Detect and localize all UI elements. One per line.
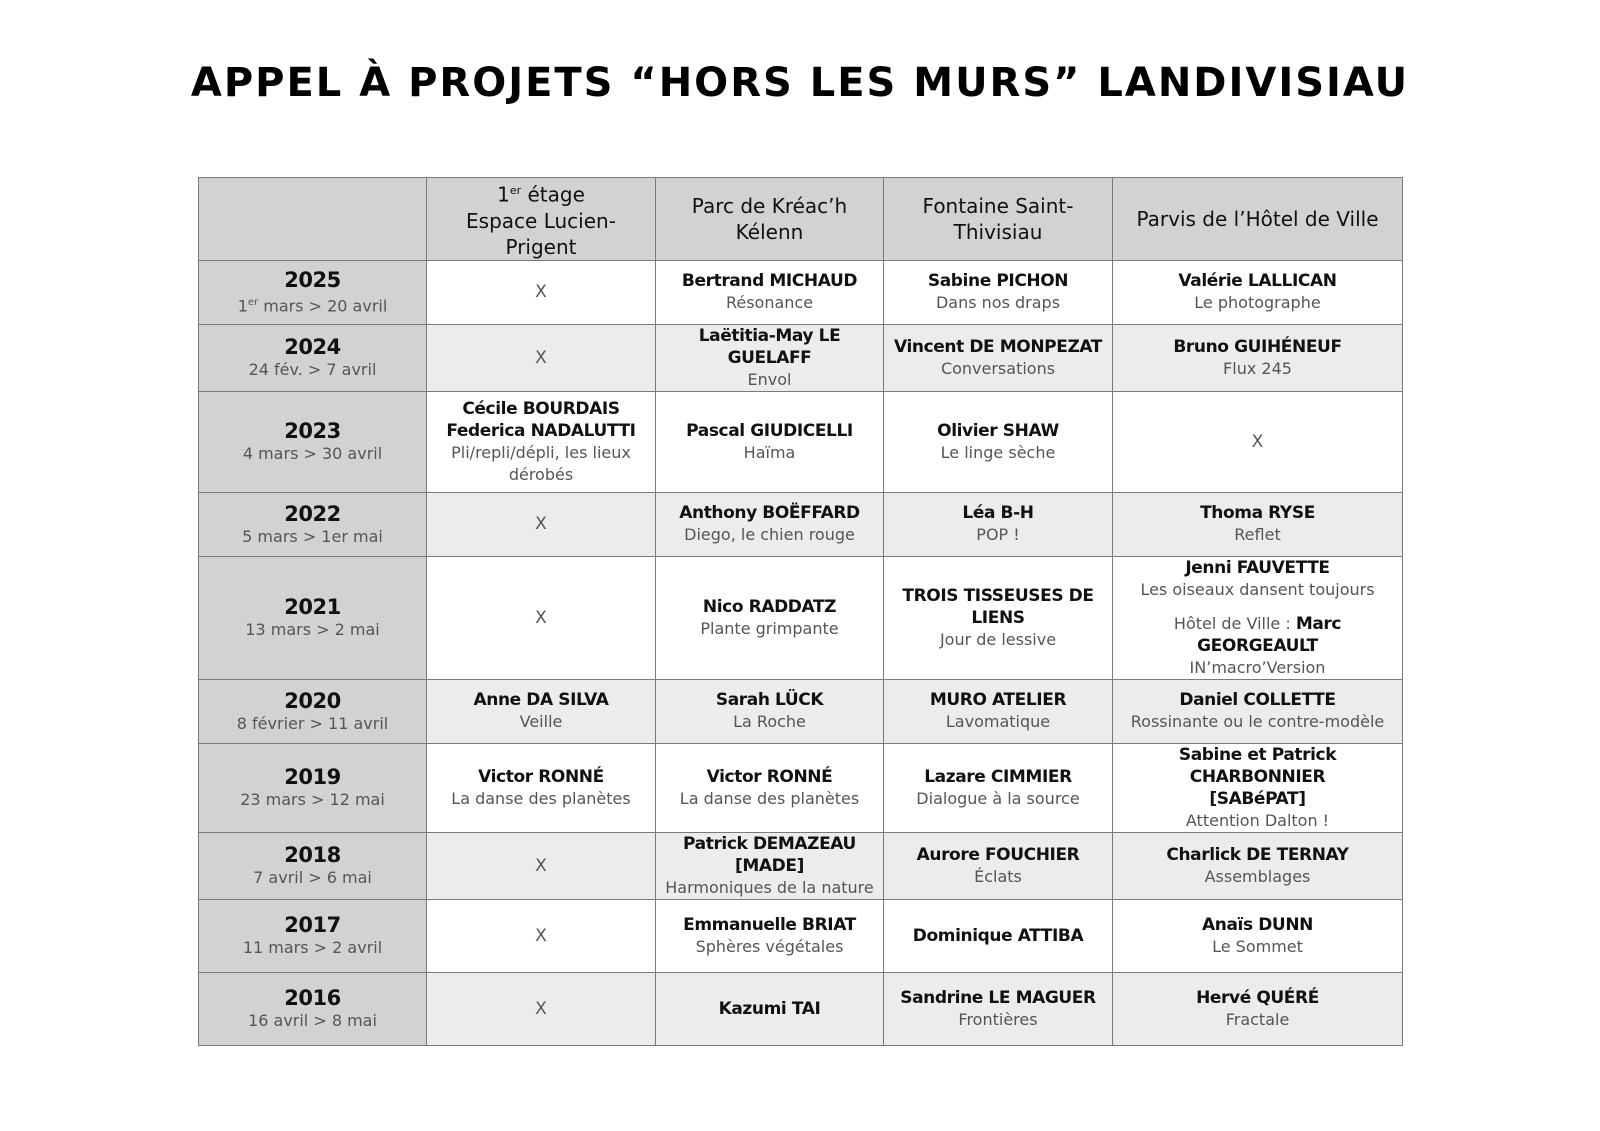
project-cell [1113, 324, 1403, 391]
table-row [199, 832, 1403, 899]
work-title: Frontières [958, 1009, 1038, 1029]
year-cell [199, 972, 427, 1045]
project-cell [656, 972, 884, 1045]
date-range: 7 avril > 6 mai [253, 868, 372, 888]
project-cell [884, 679, 1113, 743]
project-cell [1113, 391, 1403, 492]
table-row [199, 679, 1403, 743]
work-title: Dialogue à la source [916, 788, 1080, 808]
table-row [199, 324, 1403, 391]
work-title: Attention Dalton ! [1185, 810, 1330, 830]
year-cell [199, 391, 427, 492]
project-cell [656, 492, 884, 556]
header-parvis-hotel-de-ville: Parvis de l’Hôtel de Ville [1113, 178, 1403, 261]
project-cell [427, 556, 656, 679]
artist-name: TROIS TISSEUSES DE LIENS [902, 585, 1094, 628]
year-cell [199, 556, 427, 679]
project-cell [656, 260, 884, 324]
table-row [199, 899, 1403, 972]
year-label: 2023 [284, 419, 341, 444]
work-title: Pli/repli/dépli, les lieux dérobés [451, 442, 631, 484]
table-row [199, 391, 1403, 492]
page-title: APPEL À PROJETS “HORS LES MURS” LANDIVISIAU [190, 60, 1410, 106]
project-cell [427, 899, 656, 972]
empty-mark: X [535, 282, 547, 303]
year-label: 2017 [284, 913, 341, 938]
year-label: 2022 [284, 501, 341, 526]
header-espace-lucien-prigent: 1er étage Espace Lucien-Prigent [427, 178, 656, 261]
empty-mark: X [535, 925, 547, 946]
project-cell [427, 743, 656, 832]
artist-name: Laëtitia-May LE GUELAFF [698, 325, 841, 368]
work-title: Jour de lessive [939, 629, 1057, 649]
year-cell [199, 899, 427, 972]
work-title: Haïma [743, 442, 796, 462]
project-cell [427, 972, 656, 1045]
date-range: 4 mars > 30 avril [242, 444, 383, 464]
project-cell [656, 324, 884, 391]
artist-name: Federica NADALUTTI [446, 420, 636, 441]
work-title: Fractale [1225, 1009, 1290, 1029]
project-cell [884, 832, 1113, 899]
work-title: Diego, le chien rouge [684, 525, 855, 545]
year-label: 2019 [284, 765, 341, 790]
artist-name: Dominique ATTIBA [912, 925, 1084, 946]
work-title: Résonance [725, 293, 814, 313]
project-cell [884, 743, 1113, 832]
project-cell [427, 492, 656, 556]
table-row [199, 972, 1403, 1045]
empty-mark: X [535, 855, 547, 876]
artist-name: Anthony BOËFFARD [679, 503, 860, 524]
artist-name: Bertrand MICHAUD [681, 271, 858, 292]
work-title: Conversations [940, 358, 1056, 378]
date-range: 8 février > 11 avril [236, 713, 389, 733]
empty-mark: X [1251, 431, 1264, 452]
empty-mark: X [535, 998, 547, 1019]
artist-name: Aurore FOUCHIER [916, 844, 1080, 865]
project-cell [1113, 556, 1403, 679]
artist-name: Vincent DE MONPEZAT [893, 336, 1102, 357]
artist-name: Nico RADDATZ [702, 596, 837, 617]
artist-name: Kazumi TAI [718, 998, 821, 1019]
project-cell [656, 556, 884, 679]
header-row [199, 178, 1403, 261]
extra-location-label: Hôtel de Ville : [1173, 613, 1296, 633]
table-row [199, 260, 1403, 324]
work-title: Lavomatique [945, 712, 1051, 732]
header-fontaine-saint-thivisiau: Fontaine Saint-Thivisiau [884, 178, 1113, 261]
project-cell [884, 324, 1113, 391]
date-range: 23 mars > 12 mai [240, 790, 385, 810]
work-title: Envol [747, 369, 792, 389]
project-cell [427, 832, 656, 899]
artist-name: Anne DA SILVA [473, 690, 609, 711]
work-title: Flux 245 [1223, 358, 1292, 378]
date-range: 16 avril > 8 mai [248, 1011, 377, 1031]
project-cell [1113, 832, 1403, 899]
table-row [199, 556, 1403, 679]
project-cell [1113, 899, 1403, 972]
work-title: IN’macro’Version [1189, 657, 1326, 677]
work-title: La Roche [733, 712, 806, 732]
work-title: POP ! [976, 525, 1020, 545]
year-label: 2020 [284, 688, 341, 713]
artist-name: Victor RONNÉ [478, 766, 604, 787]
artist-name: Patrick DEMAZEAU [MADE] [683, 833, 856, 876]
projects-table [198, 177, 1403, 1046]
artist-name: Olivier SHAW [937, 420, 1059, 441]
artist-name: Charlick DE TERNAY [1166, 844, 1349, 865]
project-cell [1113, 492, 1403, 556]
artist-name: Sandrine LE MAGUER [900, 987, 1096, 1008]
project-cell [884, 492, 1113, 556]
work-title: Le linge sèche [940, 442, 1056, 462]
year-label: 2024 [284, 335, 341, 360]
project-cell [1113, 679, 1403, 743]
year-label: 2025 [284, 267, 341, 292]
artist-name: Cécile BOURDAIS [462, 398, 620, 419]
year-cell [199, 324, 427, 391]
artist-name: Bruno GUIHÉNEUF [1173, 336, 1342, 357]
project-cell [656, 899, 884, 972]
year-cell [199, 260, 427, 324]
year-cell [199, 492, 427, 556]
artist-name: Marc GEORGEAULT [1197, 613, 1342, 656]
artist-name: Sabine et Patrick CHARBONNIER [1178, 744, 1337, 787]
work-title: La danse des planètes [451, 788, 631, 808]
empty-mark: X [535, 607, 547, 628]
work-title: Rossinante ou le contre-modèle [1130, 712, 1385, 732]
year-cell [199, 679, 427, 743]
year-label: 2021 [284, 595, 341, 620]
artist-name: Valérie LALLICAN [1178, 271, 1337, 292]
year-cell [199, 832, 427, 899]
artist-name: [SABéPAT] [1209, 788, 1306, 809]
project-cell [656, 679, 884, 743]
date-range: 13 mars > 2 mai [245, 620, 380, 640]
project-cell [1113, 972, 1403, 1045]
table-row [199, 743, 1403, 832]
project-cell [427, 260, 656, 324]
artist-name: Victor RONNÉ [706, 766, 833, 787]
artist-name: Sarah LÜCK [715, 690, 824, 711]
artist-name: Sabine PICHON [927, 271, 1069, 292]
year-label: 2018 [284, 843, 341, 868]
empty-mark: X [535, 514, 547, 535]
date-range: 11 mars > 2 avril [242, 938, 383, 958]
work-title: Sphères végétales [695, 936, 844, 956]
project-cell [884, 899, 1113, 972]
work-title: Reflet [1234, 525, 1281, 545]
header-parc-kreach-kelenn: Parc de Kréac’h Kélenn [656, 178, 884, 261]
work-title: Éclats [974, 866, 1022, 886]
project-cell [656, 832, 884, 899]
work-title: La danse des planètes [679, 788, 860, 808]
project-cell [884, 972, 1113, 1045]
project-cell [884, 260, 1113, 324]
artist-name: MURO ATELIER [929, 690, 1067, 711]
project-cell [656, 391, 884, 492]
artist-name: Lazare CIMMIER [924, 766, 1072, 787]
work-title: Plante grimpante [700, 618, 839, 638]
work-title: Harmoniques de la nature [665, 877, 874, 897]
artist-name: Jenni FAUVETTE [1185, 557, 1330, 578]
year-cell [199, 743, 427, 832]
extra-entry [1117, 613, 1398, 657]
date-range: 24 fév. > 7 avril [248, 360, 377, 380]
project-cell [427, 679, 656, 743]
artist-name: Thoma RYSE [1200, 503, 1315, 524]
artist-name: Anaïs DUNN [1202, 914, 1313, 935]
project-cell [884, 556, 1113, 679]
artist-name: Léa B-H [962, 503, 1034, 524]
artist-name: Pascal GIUDICELLI [686, 420, 853, 441]
header-corner [199, 178, 427, 261]
work-title: Le Sommet [1212, 936, 1303, 956]
work-title: Assemblages [1204, 866, 1311, 886]
year-label: 2016 [284, 986, 341, 1011]
work-title: Le photographe [1194, 293, 1321, 313]
work-title: Veille [519, 712, 563, 732]
project-cell [656, 743, 884, 832]
project-cell [1113, 260, 1403, 324]
table-row [199, 492, 1403, 556]
artist-name: Daniel COLLETTE [1179, 690, 1336, 711]
work-title: Dans nos draps [935, 293, 1061, 313]
date-range: 1er mars > 20 avril [237, 296, 388, 316]
work-title: Les oiseaux dansent toujours [1140, 579, 1375, 599]
project-cell [884, 391, 1113, 492]
date-range: 5 mars > 1er mai [242, 526, 383, 546]
project-cell [1113, 743, 1403, 832]
artist-name: Emmanuelle BRIAT [683, 914, 856, 935]
project-cell [427, 324, 656, 391]
empty-mark: X [535, 347, 547, 368]
artist-name: Hervé QUÉRÉ [1196, 987, 1319, 1008]
project-cell [427, 391, 656, 492]
